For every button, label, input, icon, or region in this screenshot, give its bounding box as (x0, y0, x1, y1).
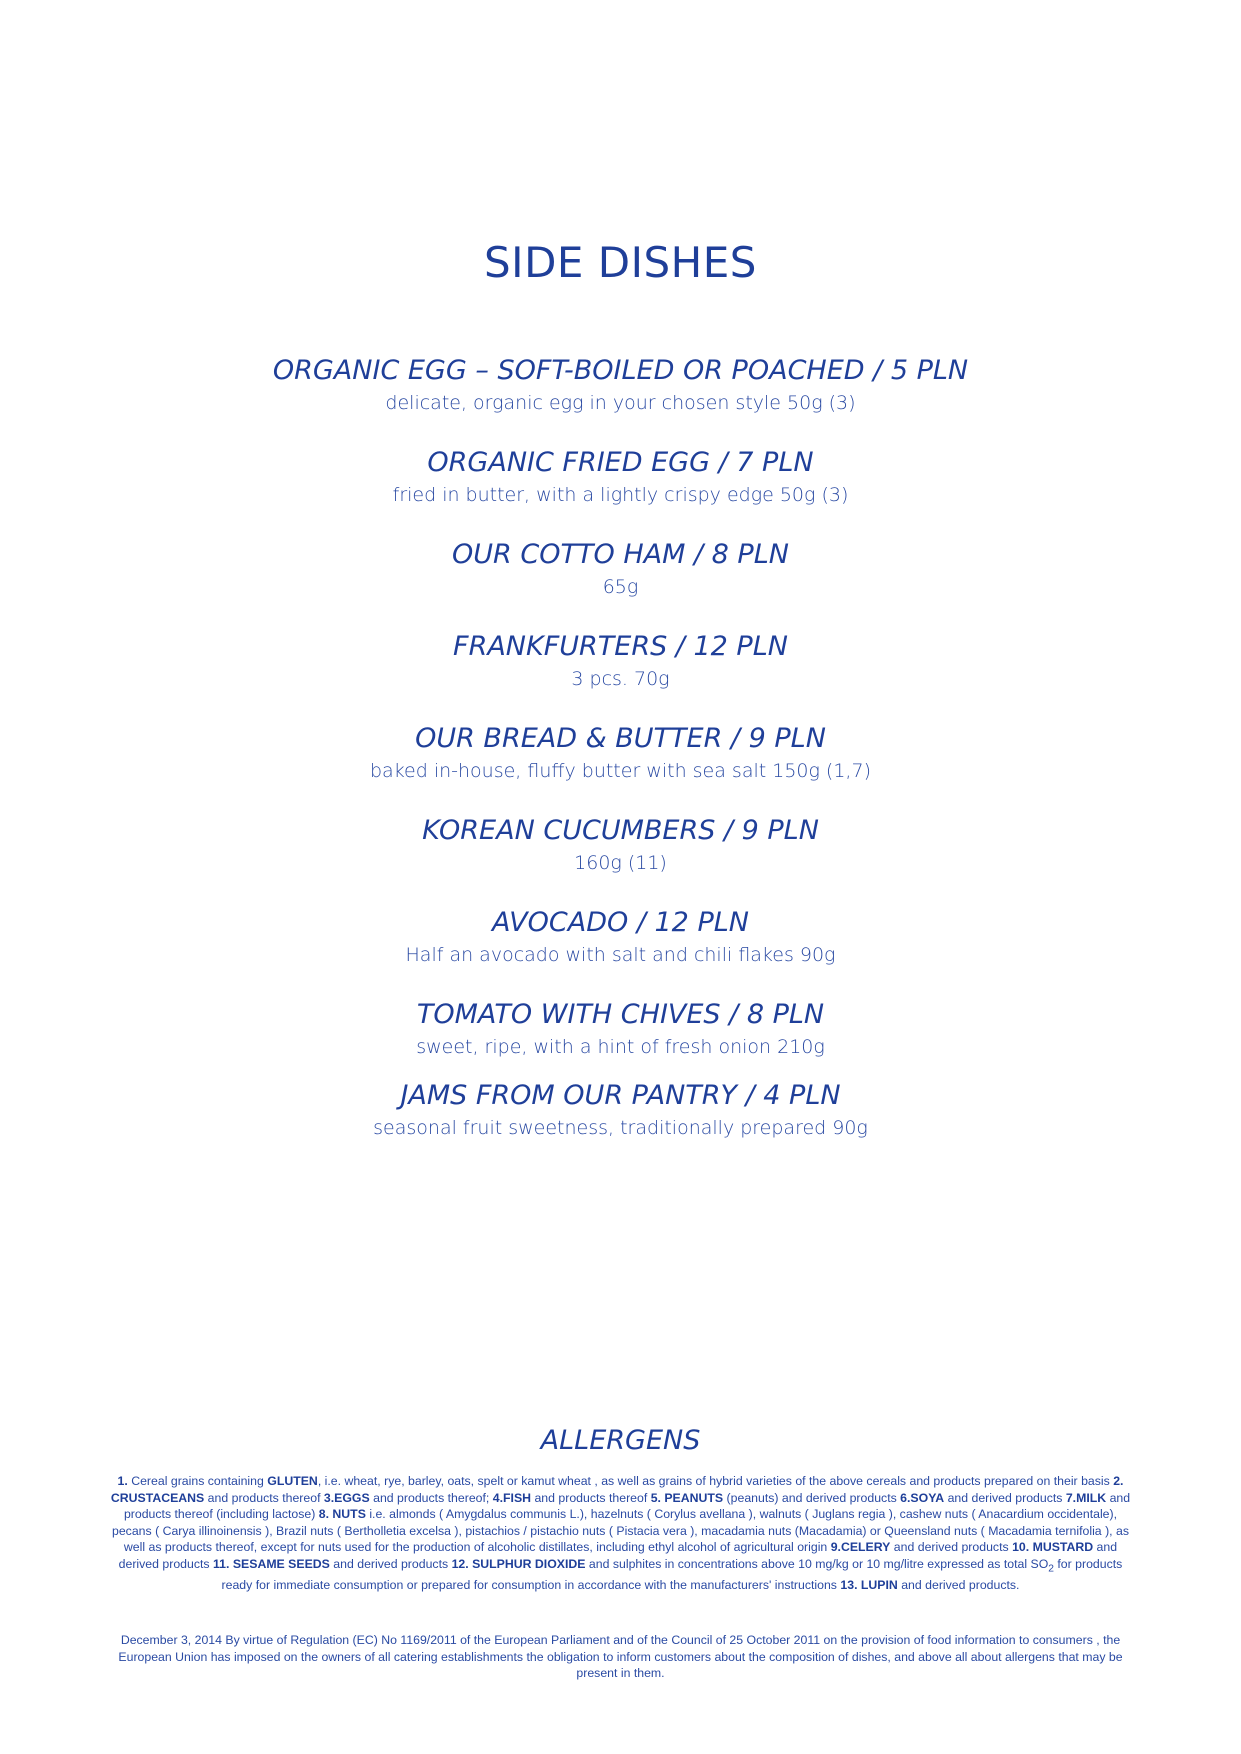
allergen-keyword: 4.FISH (492, 1490, 532, 1505)
allergen-keyword: 11. SESAME SEEDS (213, 1556, 330, 1571)
menu-item-description: 160g (11) (574, 852, 667, 874)
menu-item-description: fried in butter, with a lightly crispy edge 50g (3) (392, 484, 849, 506)
allergen-keyword: 13. LUPIN (840, 1578, 898, 1593)
allergen-keyword: 9.CELERY (830, 1540, 891, 1554)
subscript-text: 2 (1048, 1562, 1054, 1574)
menu-item (0, 628, 1241, 720)
menu-item-description: baked in-house, fluffy butter with sea salt 150g (1,7) (370, 760, 871, 782)
allergens-list (108, 1473, 1133, 1594)
menu-item-description: delicate, organic egg in your chosen style 50g (3) (385, 392, 856, 414)
allergen-text: and products thereof (531, 1490, 651, 1505)
menu-item (0, 904, 1241, 996)
menu-item-name: OUR COTTO HAM / 8 PLN (452, 539, 789, 570)
allergen-text: and products thereof; (369, 1490, 493, 1505)
allergen-text: and derived products. (897, 1578, 1020, 1593)
allergen-text: i.e. almonds ( Amygdalus communis L.), hazelnuts ( Corylus avellana ), walnuts ( Juglans regia ), cashew nuts ( Anacardium occidentale), pecans ( Carya illinoinensis ), Brazil nuts ( Bertholletia excelsa ), pistachios / pistachio nuts ( Pistacia vera ), macadamia nuts (Macadamia) or Queensland nuts ( Macadamia ternifolia ), as well as products thereof, except for nuts used for the production of alcoholic distillates, including ethyl alcohol of agricultural origin (112, 1507, 1129, 1554)
allergen-keyword: 3.EGGS (323, 1490, 370, 1505)
menu-item-name: OUR BREAD & BUTTER / 9 PLN (415, 723, 826, 754)
menu-item-description: Half an avocado with salt and chili flakes 90g (405, 944, 836, 966)
allergens-title: ALLERGENS (540, 1425, 701, 1456)
allergen-text: for products ready for immediate consumption or prepared for consumption in accordance with the manufacturers' instructions (221, 1556, 1123, 1593)
menu-item-name: KOREAN CUCUMBERS / 9 PLN (422, 815, 819, 846)
menu-item (0, 352, 1241, 444)
menu-item-description: 3 pcs. 70g (571, 668, 670, 690)
allergen-keyword: 6.SOYA (900, 1490, 945, 1505)
menu-item-name: JAMS FROM OUR PANTRY / 4 PLN (400, 1080, 841, 1111)
regulation-notice: December 3, 2014 By virtue of Regulation (EC) No 1169/2011 of the European Parliament and of the Council of 25 October 2011 on the provision of food information to consumers , the European Union has imposed on the owners of all catering establishments the obligation to inform customers about the composition of dishes, and above all about allergens that may be present in them. (118, 1633, 1123, 1680)
menu-item (0, 812, 1241, 904)
allergen-text: and derived products (329, 1556, 452, 1571)
menu-item (0, 720, 1241, 812)
allergen-text: (peanuts) and derived products (723, 1490, 901, 1505)
allergen-keyword: 2. CRUSTACEANS (110, 1474, 1124, 1505)
allergen-keyword: 8. NUTS (318, 1507, 366, 1521)
allergen-text: and derived products (890, 1540, 1013, 1554)
menu-item-name: ORGANIC FRIED EGG / 7 PLN (427, 447, 814, 478)
allergen-text: and products thereof (including lactose) (123, 1490, 1131, 1521)
allergen-keyword: 7.MILK (1065, 1490, 1107, 1505)
allergen-text: , i.e. wheat, rye, barley, oats, spelt or kamut wheat , as well as grains of hybrid varieties of the above cereals and products prepared on their basis (317, 1474, 1114, 1488)
allergen-keyword: 5. PEANUTS (650, 1490, 724, 1505)
allergen-text: and sulphites in concentrations above 10 mg/kg or 10 mg/litre expressed as total SO (585, 1556, 1049, 1571)
allergen-text: and derived products (118, 1540, 1118, 1571)
menu-item-name: ORGANIC EGG – SOFT-BOILED OR POACHED / 5 PLN (272, 355, 969, 386)
menu-item-name: TOMATO WITH CHIVES / 8 PLN (416, 999, 825, 1030)
menu-item (0, 996, 1241, 1077)
allergen-keyword: 12. SULPHUR DIOXIDE (451, 1556, 586, 1571)
allergen-keyword: GLUTEN (267, 1474, 318, 1488)
menu-item (0, 1077, 1241, 1141)
page-title: SIDE DISHES (484, 238, 757, 287)
menu-item-description: seasonal fruit sweetness, traditionally prepared 90g (373, 1117, 868, 1139)
allergen-keyword: 10. MUSTARD (1012, 1540, 1094, 1554)
menu-item (0, 536, 1241, 628)
allergen-keyword: 1. (117, 1474, 128, 1488)
menu-list (0, 352, 1241, 1141)
allergen-text: and derived products (944, 1490, 1066, 1505)
allergen-text: Cereal grains containing (127, 1474, 268, 1488)
allergen-text: and products thereof (204, 1490, 324, 1505)
menu-item-description: sweet, ripe, with a hint of fresh onion 210g (416, 1036, 825, 1058)
menu-item-description: 65g (602, 576, 639, 598)
menu-item-name: AVOCADO / 12 PLN (492, 907, 749, 938)
menu-item (0, 444, 1241, 536)
menu-item-name: FRANKFURTERS / 12 PLN (453, 631, 788, 662)
